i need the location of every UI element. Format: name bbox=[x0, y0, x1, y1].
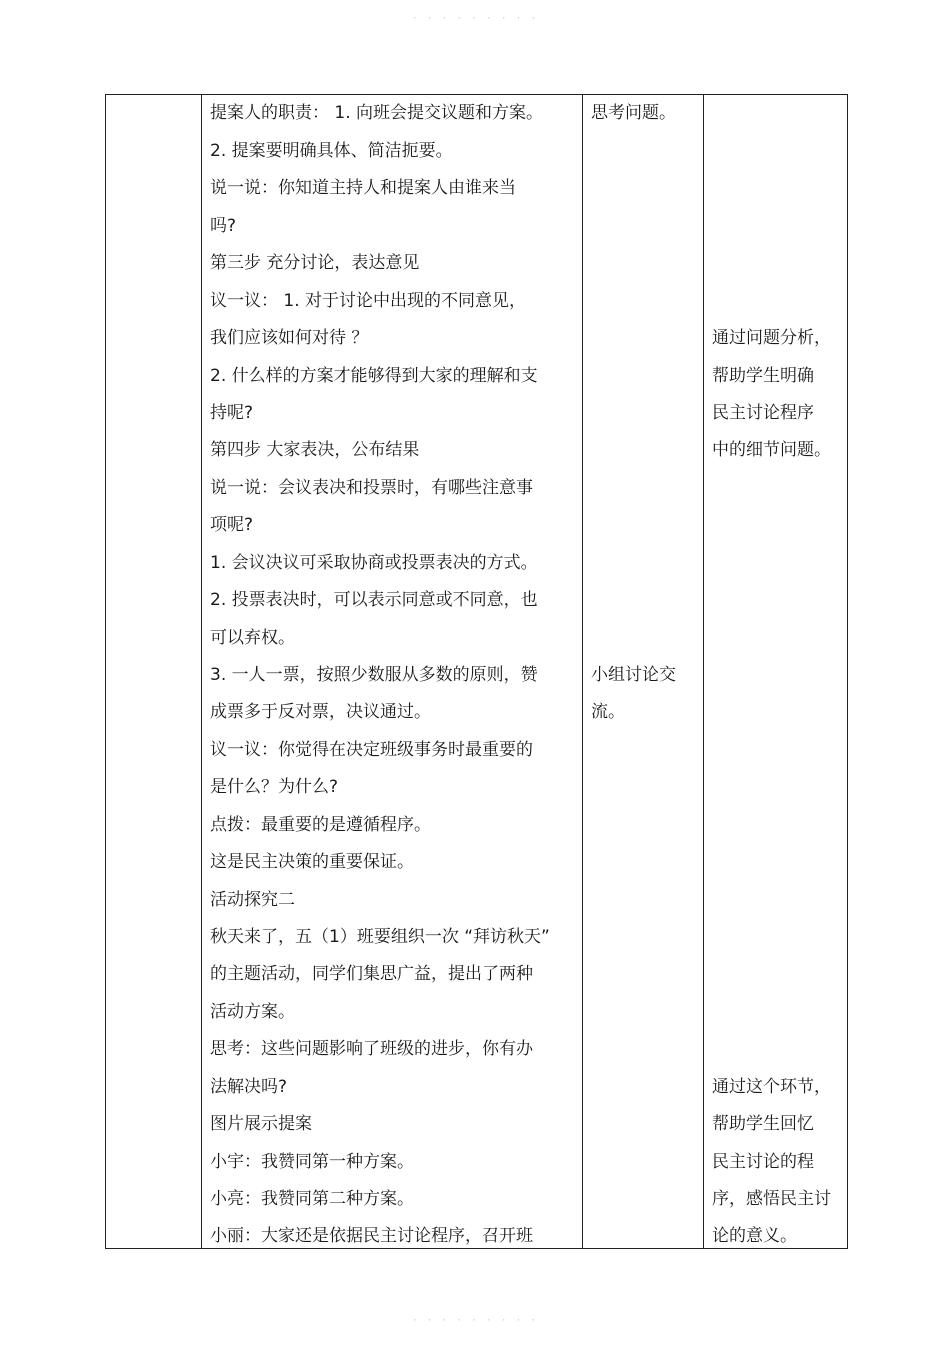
text-line: 吗? bbox=[210, 216, 237, 236]
text-line: 民主讨论程序 bbox=[712, 403, 814, 423]
text-line: 论的意义。 bbox=[712, 1226, 797, 1246]
text-line: 法解决吗? bbox=[210, 1077, 288, 1097]
text-line: 议一议：你觉得在决定班级事务时最重要的 bbox=[210, 740, 533, 760]
text-line: 议一议： 1. 对于讨论中出现的不同意见， bbox=[210, 291, 527, 311]
text-line: 秋天来了，五（1）班要组织一次 “拜访秋天” bbox=[210, 927, 550, 947]
text-line: 小组讨论交 bbox=[591, 665, 676, 685]
text-line: 图片展示提案 bbox=[210, 1114, 312, 1134]
text-line: 的主题活动，同学们集思广益，提出了两种 bbox=[210, 964, 533, 984]
text-line: 成票多于反对票，决议通过。 bbox=[210, 702, 431, 722]
text-line: 帮助学生明确 bbox=[712, 366, 814, 386]
text-line: 第三步 充分讨论，表达意见 bbox=[210, 253, 420, 273]
text-line: 小宇：我赞同第一种方案。 bbox=[210, 1152, 414, 1172]
table-row bbox=[106, 95, 848, 1249]
text-line: 活动探究二 bbox=[210, 890, 295, 910]
text-line: 这是民主决策的重要保证。 bbox=[210, 852, 414, 872]
text-line: 持呢? bbox=[210, 403, 254, 423]
text-line: 帮助学生回忆 bbox=[712, 1114, 814, 1134]
text-line: 可以弃权。 bbox=[210, 628, 295, 648]
teacher-activity-column bbox=[202, 95, 583, 1249]
text-line: 第四步 大家表决，公布结果 bbox=[210, 440, 420, 460]
text-line: 2. 投票表决时，可以表示同意或不同意，也 bbox=[210, 590, 538, 610]
text-line: 民主讨论的程 bbox=[712, 1152, 814, 1172]
text-line: 2. 提案要明确具体、简洁扼要。 bbox=[210, 141, 453, 161]
text-line: 我们应该如何对待 ？ bbox=[210, 328, 369, 348]
text-line: 中的细节问题。 bbox=[712, 440, 831, 460]
student-activity-column bbox=[583, 95, 704, 1249]
text-line: 1. 会议决议可采取协商或投票表决的方式。 bbox=[210, 553, 538, 573]
text-line: 活动方案。 bbox=[210, 1002, 295, 1022]
page-footer-mark: · · · · · · · · · bbox=[411, 1316, 539, 1326]
text-line: 流。 bbox=[591, 702, 625, 722]
text-line: 思考问题。 bbox=[591, 103, 676, 123]
empty-stage-column bbox=[106, 95, 202, 1249]
text-line: 提案人的职责： 1. 向班会提交议题和方案。 bbox=[210, 103, 544, 123]
text-line: 小丽：大家还是依据民主讨论程序，召开班 bbox=[210, 1226, 533, 1246]
text-line: 说一说：会议表决和投票时，有哪些注意事 bbox=[210, 478, 533, 498]
text-line: 2. 什么样的方案才能够得到大家的理解和支 bbox=[210, 366, 538, 386]
text-line: 是什么？为什么? bbox=[210, 777, 339, 797]
text-line: 说一说：你知道主持人和提案人由谁来当 bbox=[210, 178, 516, 198]
text-line: 序，感悟民主讨 bbox=[712, 1189, 831, 1209]
text-line: 小亮：我赞同第二种方案。 bbox=[210, 1189, 414, 1209]
design-intent-column bbox=[704, 95, 848, 1249]
text-line: 3. 一人一票，按照少数服从多数的原则，赞 bbox=[210, 665, 538, 685]
page-header-mark: · · · · · · · · · bbox=[411, 14, 539, 24]
text-line: 通过这个环节， bbox=[712, 1077, 831, 1097]
text-line: 项呢? bbox=[210, 515, 254, 535]
text-line: 通过问题分析， bbox=[712, 328, 831, 348]
text-line: 点拨：最重要的是遵循程序。 bbox=[210, 815, 431, 835]
text-line: 思考：这些问题影响了班级的进步，你有办 bbox=[210, 1039, 533, 1059]
lesson-plan-table bbox=[105, 94, 848, 1249]
